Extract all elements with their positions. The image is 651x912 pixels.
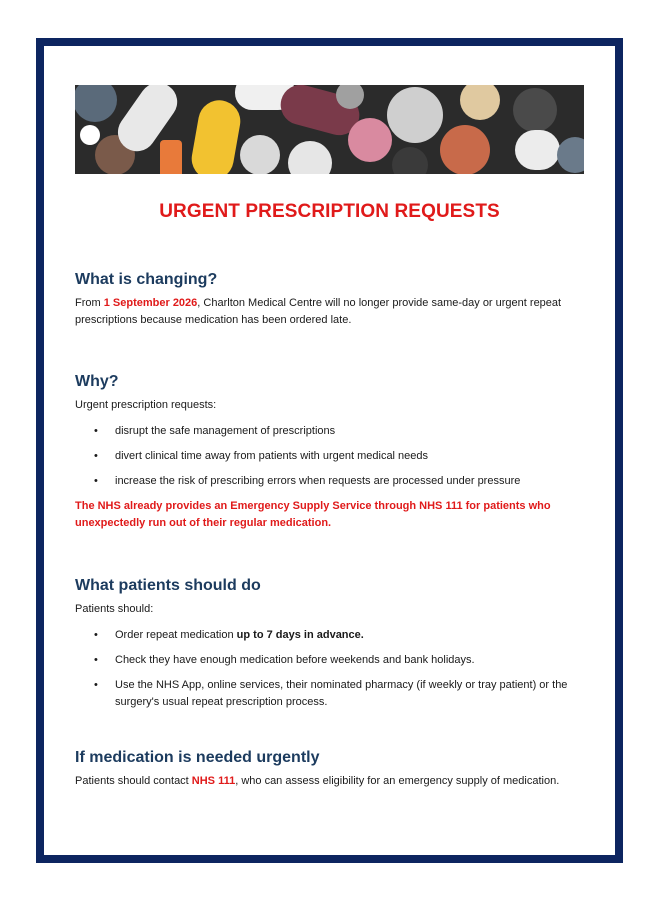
- list-item: • disrupt the safe management of prescriptions: [75, 423, 584, 440]
- section-why: [75, 372, 584, 532]
- text-fragment: Order repeat medication: [115, 629, 237, 641]
- list-item: • increase the risk of prescribing errors when requests are processed under pressure: [75, 473, 584, 490]
- section-intro: Patients should:: [75, 603, 154, 615]
- section-what-is-changing: [75, 270, 584, 329]
- highlight-date: 1 September 2026: [103, 297, 198, 309]
- page-title: URGENT PRESCRIPTION REQUESTS: [159, 201, 500, 222]
- section-text: [75, 773, 584, 790]
- section-heading: If medication is needed urgently: [75, 749, 320, 766]
- poster-content: [75, 85, 584, 790]
- section-if-needed-urgently: [75, 748, 584, 790]
- text-fragment: From: [75, 297, 104, 309]
- section-intro: Urgent prescription requests:: [75, 399, 217, 411]
- bullet-list: [75, 423, 584, 490]
- pills-banner-image: [75, 85, 584, 174]
- section-text: [75, 295, 584, 329]
- bullet-list: [75, 627, 584, 711]
- highlight-nhs111: NHS 111: [191, 775, 236, 787]
- list-item: • Check they have enough medication before weekends and bank holidays.: [75, 652, 584, 669]
- section-heading: What patients should do: [75, 577, 261, 594]
- pills-image: [75, 85, 584, 174]
- text-fragment: Patients should contact: [75, 775, 192, 787]
- section-heading: Why?: [75, 373, 119, 390]
- section-heading: What is changing?: [75, 271, 218, 288]
- list-item: • Use the NHS App, online services, their nominated pharmacy (if weekly or tray patient) or the surgery's usual repeat prescription process.: [75, 677, 584, 711]
- text-fragment: , Charlton Medical Centre will no longer provide same-day or urgent repeat prescriptions because medication has been ordered late.: [75, 297, 562, 326]
- bold-text: up to 7 days in advance.: [236, 629, 364, 641]
- list-item: [75, 627, 584, 644]
- alert-text: The NHS already provides an Emergency Supply Service through NHS 111 for patients who unexpectedly run out of their regular medication.: [75, 500, 551, 529]
- text-fragment: , who can assess eligibility for an emergency supply of medication.: [235, 775, 560, 787]
- section-what-patients-should-do: [75, 576, 584, 711]
- list-item: • divert clinical time away from patients with urgent medical needs: [75, 448, 584, 465]
